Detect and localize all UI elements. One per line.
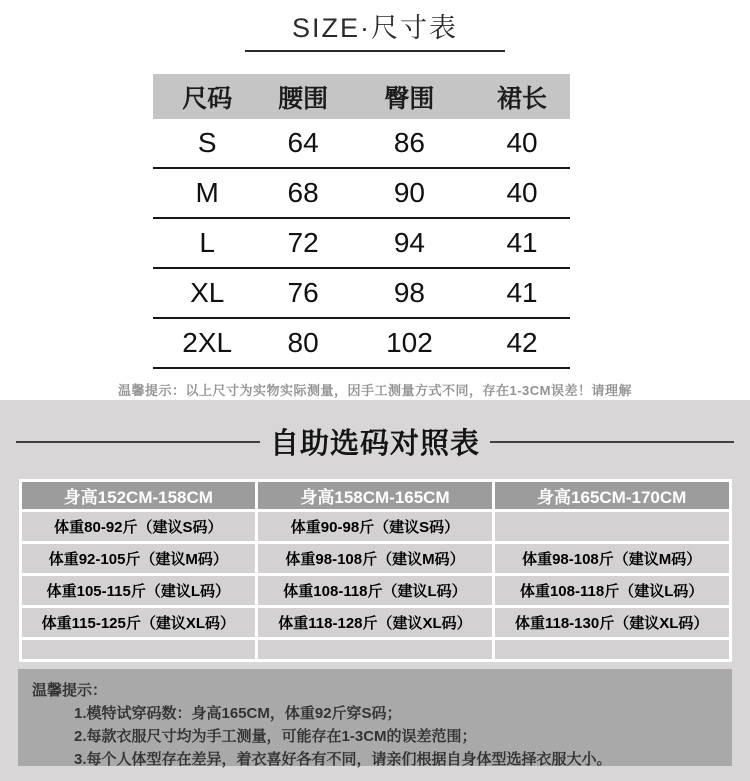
size-cell: S bbox=[197, 127, 217, 158]
size-reference-section bbox=[0, 400, 750, 781]
size-table-row bbox=[153, 319, 570, 369]
size-cell: 2XL bbox=[182, 327, 233, 358]
title-line-left bbox=[16, 441, 260, 443]
notes-title: 温馨提示： bbox=[32, 682, 108, 699]
size-column-header: 臀围 bbox=[384, 84, 435, 113]
size-cell: 76 bbox=[287, 277, 319, 308]
reference-table bbox=[19, 479, 732, 662]
weight-cell: 体重92-105斤（建议M码） bbox=[22, 544, 256, 573]
notes-box bbox=[18, 669, 732, 766]
weight-cell bbox=[258, 640, 492, 659]
title-underline bbox=[245, 50, 505, 52]
notes-list bbox=[32, 702, 720, 771]
height-column-header: 身高158CM-165CM bbox=[258, 482, 492, 509]
weight-cell: 体重105-115斤（建议L码） bbox=[22, 576, 256, 605]
size-cell: 102 bbox=[386, 327, 433, 358]
size-table-row bbox=[153, 119, 570, 169]
size-column-header: 裙长 bbox=[497, 84, 548, 113]
height-column-header: 身高152CM-158CM bbox=[22, 482, 256, 509]
weight-cell: 体重108-118斤（建议L码） bbox=[258, 576, 492, 605]
weight-cell: 体重98-108斤（建议M码） bbox=[495, 544, 729, 573]
size-table bbox=[153, 74, 570, 369]
weight-cell bbox=[22, 640, 256, 659]
size-cell: 94 bbox=[393, 227, 425, 258]
reference-table-row bbox=[22, 576, 729, 605]
size-table-body bbox=[153, 119, 570, 369]
measurement-note: 温馨提示：以上尺寸为实物实际测量，因手工测量方式不同，存在1-3CM误差！请理解 bbox=[117, 383, 632, 398]
title-line-right bbox=[490, 441, 734, 443]
weight-cell: 体重98-108斤（建议M码） bbox=[258, 544, 492, 573]
size-cell: L bbox=[199, 227, 215, 258]
weight-cell: 体重115-125斤（建议XL码） bbox=[22, 608, 256, 637]
size-table-row bbox=[153, 219, 570, 269]
weight-cell: 体重90-98斤（建议S码） bbox=[258, 512, 492, 541]
size-cell: 90 bbox=[393, 177, 425, 208]
size-cell: 98 bbox=[393, 277, 425, 308]
weight-cell bbox=[495, 640, 729, 659]
size-cell: 40 bbox=[506, 177, 538, 208]
size-cell: 41 bbox=[506, 277, 538, 308]
size-table-row bbox=[153, 169, 570, 219]
size-column-header: 腰围 bbox=[278, 84, 329, 113]
size-cell: 86 bbox=[393, 127, 425, 158]
size-table-row bbox=[153, 269, 570, 319]
reference-table-title: 自助选码对照表 bbox=[270, 428, 481, 460]
weight-cell: 体重80-92斤（建议S码） bbox=[22, 512, 256, 541]
reference-title-row bbox=[0, 400, 750, 462]
size-cell: 40 bbox=[506, 127, 538, 158]
size-table-title: SIZE·尺寸表 bbox=[291, 13, 458, 43]
weight-cell bbox=[495, 512, 729, 541]
size-cell: 80 bbox=[287, 327, 319, 358]
size-cell: XL bbox=[190, 277, 225, 308]
reference-table-row bbox=[22, 544, 729, 573]
weight-cell: 体重118-130斤（建议XL码） bbox=[495, 608, 729, 637]
reference-table-row bbox=[22, 608, 729, 637]
note-item: 3.每个人体型存在差异，着衣喜好各有不同，请亲们根据自身体型选择衣服大小。 bbox=[74, 751, 612, 768]
size-table-header-row bbox=[153, 74, 570, 119]
note-item: 1.模特试穿码数：身高165CM，体重92斤穿S码； bbox=[74, 705, 402, 722]
size-cell: 72 bbox=[287, 227, 319, 258]
reference-table-row bbox=[22, 640, 729, 659]
size-cell: M bbox=[195, 177, 219, 208]
weight-cell: 体重108-118斤（建议L码） bbox=[495, 576, 729, 605]
height-column-header: 身高165CM-170CM bbox=[495, 482, 729, 509]
note-item: 2.每款衣服尺寸均为手工测量，可能存在1-3CM的误差范围； bbox=[74, 728, 477, 745]
reference-table-row bbox=[22, 512, 729, 541]
weight-cell: 体重118-128斤（建议XL码） bbox=[258, 608, 492, 637]
size-column-header: 尺码 bbox=[182, 84, 233, 113]
size-cell: 64 bbox=[287, 127, 319, 158]
size-cell: 42 bbox=[506, 327, 538, 358]
size-cell: 41 bbox=[506, 227, 538, 258]
reference-header-row bbox=[22, 482, 729, 509]
size-cell: 68 bbox=[287, 177, 319, 208]
